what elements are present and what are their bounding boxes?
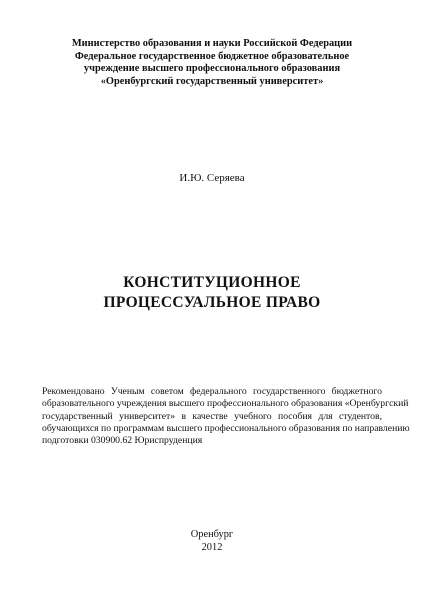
recommendation-line-2: образовательного учреждения высшего профессионального образования «Оренбургский: [42, 398, 409, 410]
header-line-ministry: Министерство образования и науки Российской Федерации: [71, 38, 353, 49]
recommendation-line-5: подготовки 030900.62 Юриспруденция: [42, 435, 203, 447]
document-title: [0, 273, 424, 313]
header-line-federal: Федеральное государственное бюджетное образовательное: [74, 50, 350, 62]
institution-header: [0, 38, 424, 88]
recommendation-line-1: Рекомендовано Ученым советом федерального государственного бюджетного: [42, 386, 382, 397]
title-line-1: КОНСТИТУЦИОННОЕ: [123, 274, 301, 291]
recommendation-line-3: государственный университет» в качестве учебного пособия для студентов,: [42, 410, 382, 422]
author-name: И.Ю. Серяева: [179, 172, 245, 184]
title-line-2: ПРОЦЕССУАЛЬНОЕ ПРАВО: [103, 294, 321, 311]
publication-city: Оренбург: [190, 529, 234, 540]
recommendation-paragraph: [42, 386, 410, 447]
publication-year: 2012: [201, 542, 223, 553]
header-line-institution-type: учреждение высшего профессионального образования: [83, 63, 341, 75]
recommendation-line-4: обучающихся по программам высшего профессионального образования по направлению: [42, 422, 410, 434]
header-line-university: «Оренбургский государственный университет»: [100, 75, 324, 87]
publication-info: [0, 528, 424, 554]
